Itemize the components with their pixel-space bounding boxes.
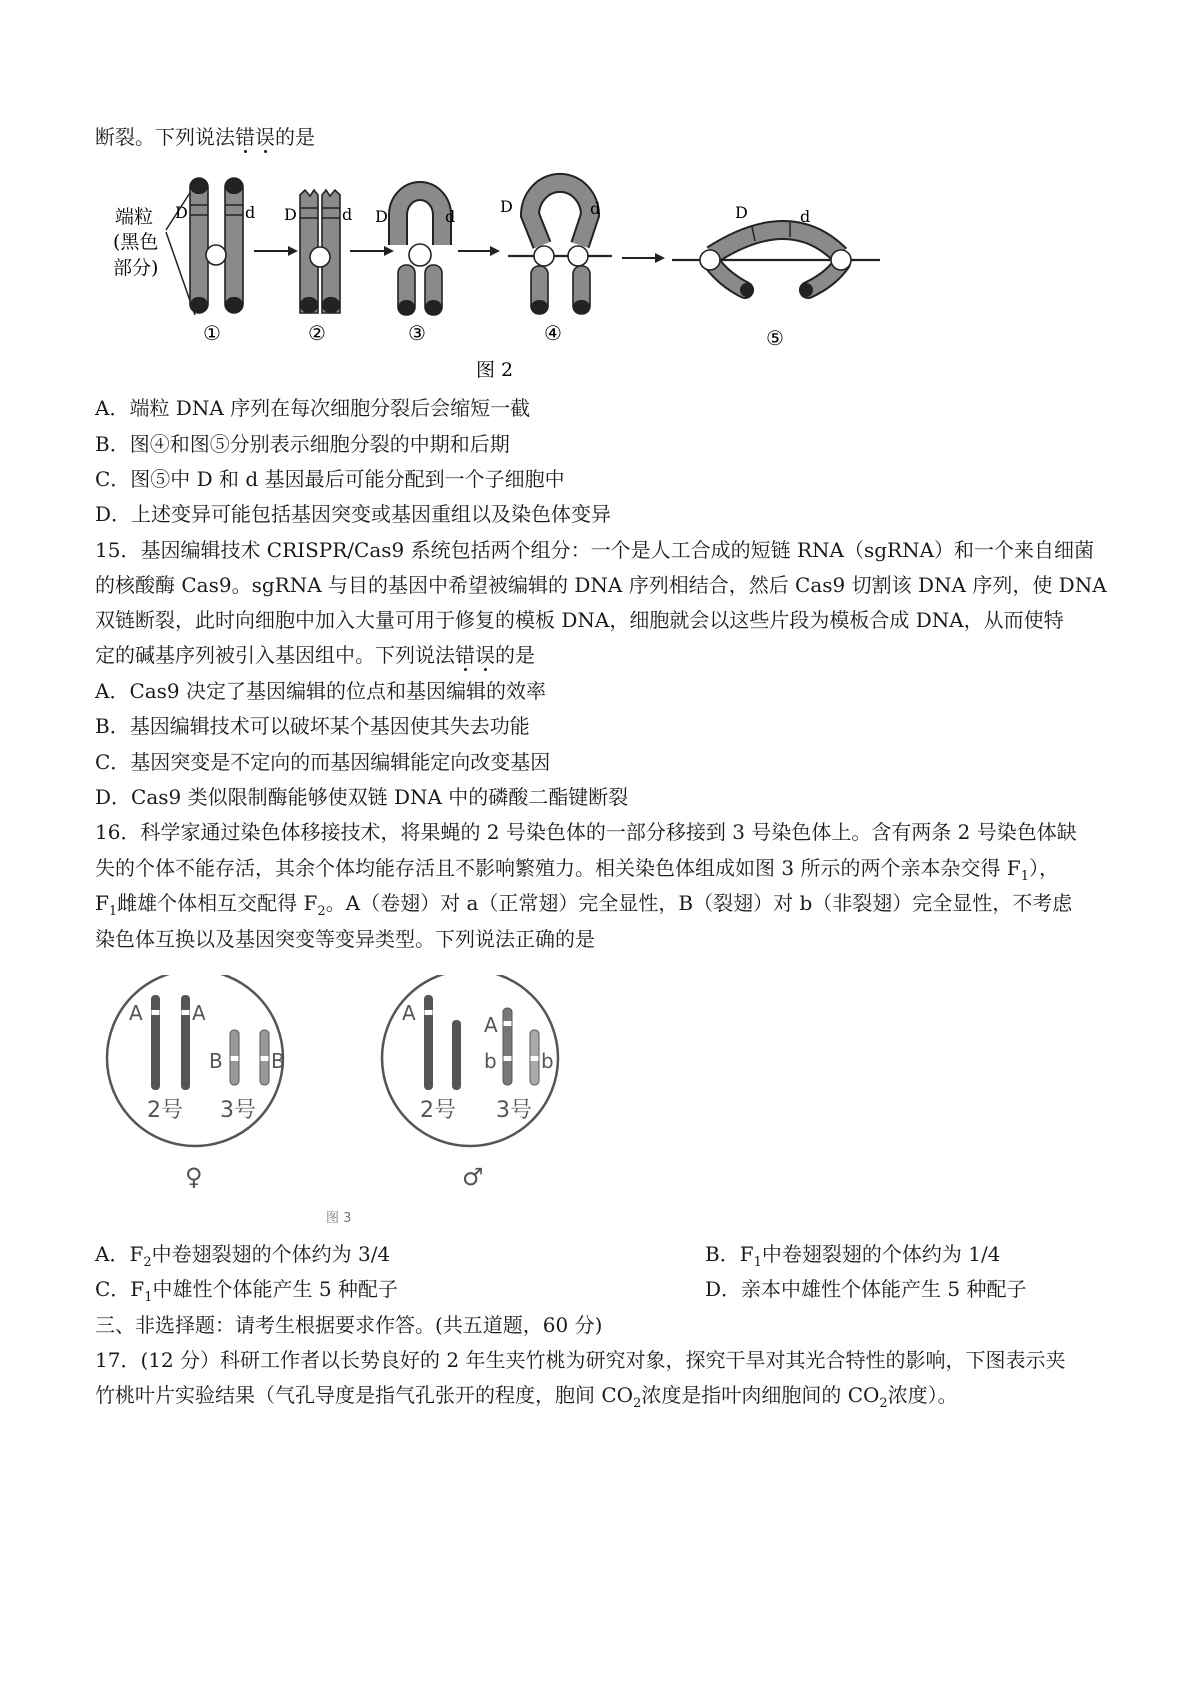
svg-text:D: D	[284, 205, 297, 224]
option-b: B．$F_1$中卷翅裂翅的个体约为 1/4	[705, 1242, 1001, 1270]
svg-text:B: B	[209, 1049, 223, 1073]
svg-text:A: A	[402, 1001, 416, 1025]
svg-text:(黑色: (黑色	[113, 231, 159, 253]
female-parent	[107, 975, 285, 1191]
chromosome-stage-5	[672, 203, 880, 350]
option-b: B．基因编辑技术可以破坏某个基因使其失去功能	[95, 714, 530, 738]
svg-text:D: D	[375, 207, 388, 226]
male-parent	[382, 975, 558, 1191]
option-c: C．$F_1$中雄性个体能产生 5 种配子	[95, 1277, 398, 1305]
q17-stem: 17．(12 分）科研工作者以长势良好的 2 年生夹竹桃为研究对象，探究干旱对其光合特性的影响，下图表示夹	[95, 1348, 1066, 1372]
svg-text:b: b	[484, 1049, 497, 1073]
option-d: D．Cas9 类似限制酶能够使双链 DNA 中的磷酸二酯键断裂	[95, 785, 629, 809]
svg-text:D: D	[175, 203, 188, 222]
option-a: A．$F_2$中卷翅裂翅的个体约为 3/4	[95, 1242, 391, 1270]
female-symbol: ♀	[185, 1163, 203, 1191]
chromosome-stage-1	[175, 178, 255, 345]
svg-text:d: d	[445, 207, 456, 226]
svg-text:A: A	[192, 1001, 206, 1025]
option-b: B．图④和图⑤分别表示细胞分裂的中期和后期	[95, 432, 510, 456]
figure-3-chromosome-diagram	[95, 975, 615, 1230]
svg-text:d: d	[590, 199, 601, 218]
svg-text:3号: 3号	[496, 1098, 532, 1123]
svg-text:③: ③	[408, 321, 426, 345]
svg-text:②: ②	[308, 321, 326, 345]
chromosome-stage-4	[500, 183, 612, 345]
chromosome-stage-3	[375, 191, 455, 345]
option-d: D．上述变异可能包括基因突变或基因重组以及染色体变异	[95, 502, 612, 526]
svg-text:④: ④	[544, 321, 562, 345]
telomere-label: 端粒	[115, 206, 154, 228]
svg-text:d: d	[800, 207, 811, 226]
svg-text:D: D	[735, 203, 748, 222]
q16-stem: 16．科学家通过染色体移接技术，将果蝇的 2 号染色体的一部分移接到 3 号染色体上。含有两条 2 号染色体缺	[95, 820, 1077, 844]
option-c: C．图⑤中 D 和 d 基因最后可能分配到一个子细胞中	[95, 467, 565, 491]
option-a: A．端粒 DNA 序列在每次细胞分裂后会缩短一截	[95, 396, 531, 420]
svg-text:2号: 2号	[147, 1098, 183, 1123]
svg-text:①: ①	[203, 321, 221, 345]
svg-text:b: b	[541, 1049, 554, 1073]
figure-3-caption: 图 3	[326, 1211, 352, 1226]
svg-text:D: D	[500, 197, 513, 216]
figure-2-telomere-diagram	[95, 160, 925, 385]
section-heading: 三、非选择题：请考生根据要求作答。(共五道题，60 分)	[95, 1313, 603, 1337]
option-c: C．基因突变是不定向的而基因编辑能定向改变基因	[95, 750, 551, 774]
svg-text:部分): 部分)	[113, 257, 159, 279]
svg-text:⑤: ⑤	[766, 326, 784, 350]
male-symbol: ♂	[462, 1163, 484, 1191]
option-d: D．亲本中雄性个体能产生 5 种配子	[705, 1277, 1027, 1301]
svg-text:3号: 3号	[220, 1098, 256, 1123]
svg-text:2号: 2号	[420, 1098, 456, 1123]
svg-text:A: A	[484, 1013, 498, 1037]
q15-stem: 15．基因编辑技术 CRISPR/Cas9 系统包括两个组分：一个是人工合成的短链 RNA（sgRNA）和一个来自细菌	[95, 538, 1095, 562]
svg-text:d: d	[342, 205, 353, 224]
option-a: A．Cas9 决定了基因编辑的位点和基因编辑的效率	[95, 679, 547, 703]
figure-2-caption: 图 2	[476, 359, 514, 381]
svg-text:d: d	[245, 203, 256, 222]
svg-text:B: B	[271, 1049, 285, 1073]
svg-text:A: A	[129, 1001, 143, 1025]
chromosome-stage-2	[284, 190, 352, 345]
q14-stem-tail: 断裂。下列说法错误的是	[95, 125, 315, 149]
